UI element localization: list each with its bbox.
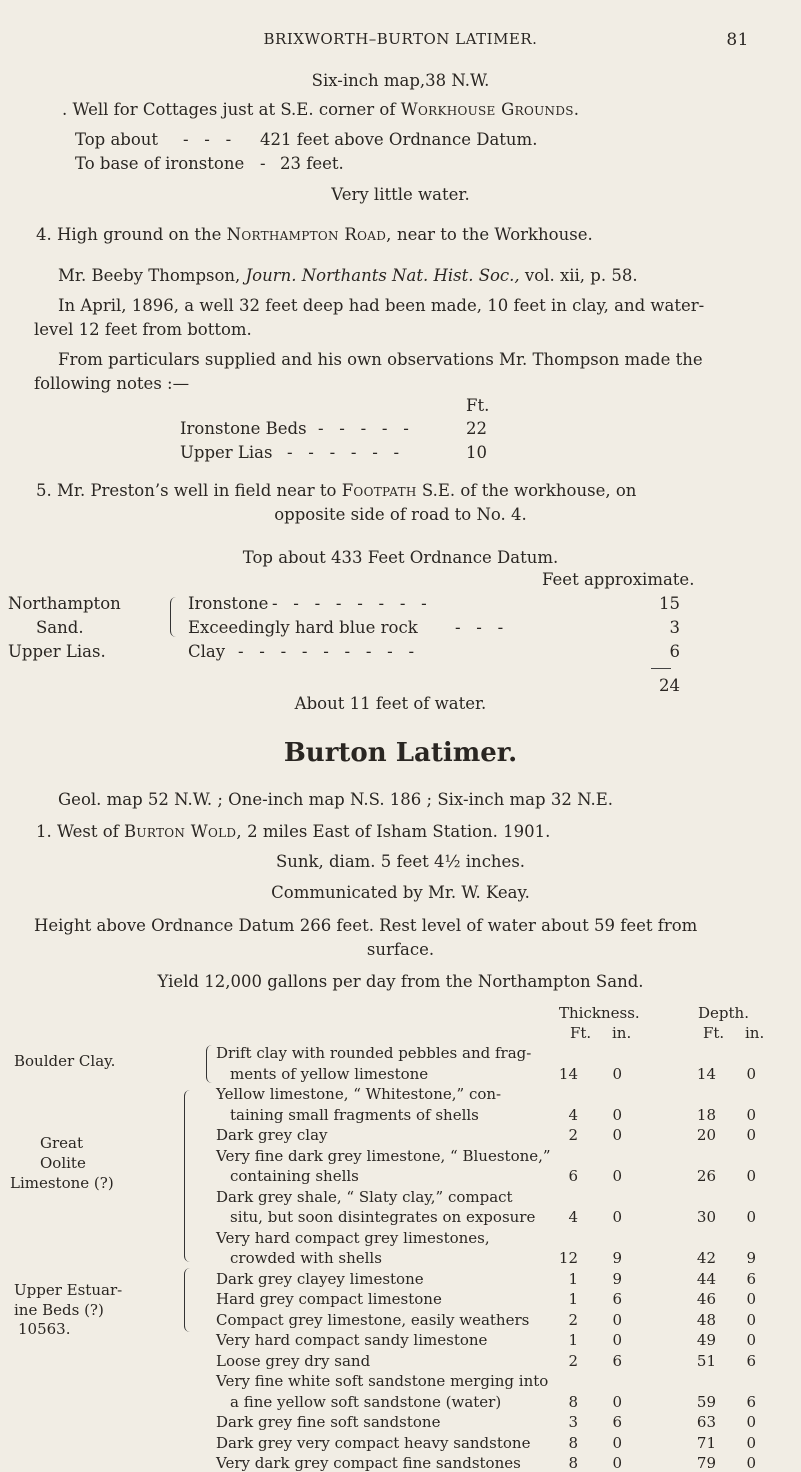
- stratum-row-7-line-1: Dark grey clayey limestone: [216, 1269, 424, 1288]
- well-5-heading-line2: opposite side of road to No. 4.: [274, 505, 527, 524]
- stratum-row-4-th-in: 0: [612, 1167, 622, 1185]
- stratum-row-7-d-ft: 44: [696, 1269, 716, 1288]
- stratum-row-13-d-in: 0: [746, 1413, 756, 1431]
- well-4-para1-line1: In April, 1896, a well 32 feet deep had been made, 10 feet in clay, and water-: [58, 296, 705, 315]
- stratum-row-7-th-ft: 1: [568, 1269, 578, 1288]
- well-5-row-1-value: 15: [659, 594, 680, 613]
- burton-well-1-heading: 1. West of Burton Wold, 2 miles East of Isham Station. 1901.: [36, 822, 551, 841]
- well-3-top-value: 421 feet above Ordnance Datum.: [260, 130, 538, 149]
- stratum-row-1-th-in: 0: [612, 1064, 622, 1083]
- well-5-row-2-dashes: - - -: [455, 618, 504, 637]
- stratum-row-6-d-ft: 42: [696, 1249, 716, 1267]
- stratum-group-great-oolite-1: Great: [40, 1134, 84, 1152]
- stratum-row-14-th-in: 0: [612, 1433, 622, 1452]
- well-5-unit: Feet approximate.: [542, 570, 695, 589]
- running-head-title: BRIXWORTH–BURTON LATIMER.: [263, 30, 538, 48]
- stratum-row-2-th-in: 0: [612, 1105, 622, 1124]
- well-5-row-3-dashes: - - - - - - - - -: [238, 642, 415, 661]
- well-4-row-1-value: 22: [466, 419, 487, 438]
- stratum-row-11-th-ft: 2: [568, 1351, 578, 1370]
- stratum-row-15-line-1: Very dark grey compact fine sandstones: [216, 1454, 521, 1472]
- stratum-row-11-line-1: Loose grey dry sand: [216, 1351, 371, 1370]
- stratum-row-1-d-ft: 14: [696, 1064, 716, 1083]
- stratum-row-9-line-1: Compact grey limestone, easily weathers: [216, 1310, 530, 1329]
- stratum-row-3-line-1: Dark grey clay: [216, 1126, 328, 1144]
- well-5-group-2: Upper Lias.: [8, 642, 106, 661]
- stratum-row-3-th-ft: 2: [568, 1126, 578, 1144]
- stratum-row-6-th-ft: 12: [558, 1249, 578, 1267]
- stratum-row-13-d-ft: 63: [696, 1413, 716, 1431]
- stratum-row-4-d-ft: 26: [696, 1167, 716, 1185]
- stratum-row-8-th-in: 6: [612, 1290, 622, 1308]
- stratum-row-15-th-in: 0: [612, 1454, 622, 1472]
- well-5-water: About 11 feet of water.: [294, 694, 487, 713]
- stratum-row-12-line-2: a fine yellow soft sandstone (water): [230, 1392, 502, 1411]
- well-5-group-1-line1: Northampton: [8, 594, 121, 613]
- stratum-row-3-d-in: 0: [746, 1126, 756, 1144]
- well-4-para2-line1: From particulars supplied and his own observations Mr. Thompson made the: [58, 350, 703, 369]
- well-5-row-1-name: Ironstone: [188, 594, 269, 613]
- column-header-depth-in: in.: [745, 1024, 765, 1042]
- stratum-brace-upper-estuarine: [184, 1268, 191, 1332]
- well-4-row-1-name: Ironstone Beds: [180, 419, 307, 438]
- stratum-row-14-th-ft: 8: [568, 1433, 578, 1452]
- section-maps: Geol. map 52 N.W. ; One-inch map N.S. 186 ; Six-inch map 32 N.E.: [58, 790, 613, 809]
- stratum-group-boulder-clay: Boulder Clay.: [14, 1052, 116, 1070]
- stratum-row-5-line-2: situ, but soon disintegrates on exposure: [230, 1208, 536, 1226]
- stratum-group-great-oolite-3: Limestone (?): [10, 1174, 114, 1192]
- well-5-row-3-name: Clay: [188, 642, 226, 661]
- stratum-row-12-th-ft: 8: [568, 1392, 578, 1411]
- well-5-total-rule: [651, 668, 671, 669]
- well-4-row-1-dashes: - - - - -: [318, 419, 409, 438]
- stratum-row-12-line-1: Very fine white soft sandstone merging into: [216, 1372, 549, 1390]
- stratum-row-13-th-ft: 3: [568, 1413, 578, 1431]
- stratum-row-8-th-ft: 1: [568, 1290, 578, 1308]
- stratum-row-11-th-in: 6: [612, 1351, 622, 1370]
- column-header-depth: Depth.: [698, 1004, 749, 1022]
- stratum-brace-boulder-clay: [206, 1045, 213, 1083]
- stratum-row-14-line-1: Dark grey very compact heavy sandstone: [216, 1433, 531, 1452]
- stratum-row-10-th-in: 0: [612, 1331, 622, 1349]
- stratum-row-15-d-in: 0: [746, 1454, 756, 1472]
- stratum-row-2-th-ft: 4: [568, 1105, 578, 1124]
- map-reference: Six-inch map,38 N.W.: [311, 71, 490, 90]
- stratum-row-2-line-2: taining small fragments of shells: [230, 1105, 479, 1124]
- well-5-row-2-name: Exceedingly hard blue rock: [188, 618, 418, 637]
- stratum-row-10-line-1: Very hard compact sandy limestone: [216, 1331, 488, 1349]
- stratum-row-9-d-in: 0: [746, 1310, 756, 1329]
- burton-well-1-yield: Yield 12,000 gallons per day from the Northampton Sand.: [157, 972, 644, 991]
- well-5-row-2-value: 3: [669, 618, 680, 637]
- stratum-row-11-d-ft: 51: [696, 1351, 716, 1370]
- well-4-para1-line2: level 12 feet from bottom.: [34, 320, 252, 339]
- stratum-row-7-d-in: 6: [746, 1269, 756, 1288]
- stratum-row-12-d-in: 6: [746, 1392, 756, 1411]
- well-3-dashes-1: - - -: [183, 130, 232, 149]
- well-3-top-label: Top about: [75, 130, 159, 149]
- well-4-row-2-name: Upper Lias: [180, 443, 273, 462]
- column-header-depth-ft: Ft.: [703, 1024, 725, 1042]
- burton-well-1-communicated: Communicated by Mr. W. Keay.: [271, 883, 530, 902]
- stratum-row-1-line-1: Drift clay with rounded pebbles and frag-: [216, 1044, 532, 1062]
- stratum-row-8-d-in: 0: [746, 1290, 756, 1308]
- well-4-para2-line2: following notes :—: [34, 374, 190, 393]
- stratum-row-15-th-ft: 8: [568, 1454, 578, 1472]
- stratum-row-12-d-ft: 59: [696, 1392, 716, 1411]
- print-code: 10563.: [18, 1320, 71, 1338]
- stratum-row-2-d-ft: 18: [696, 1105, 716, 1124]
- burton-well-1-height-line1: Height above Ordnance Datum 266 feet. Rest level of water about 59 feet from: [34, 916, 698, 935]
- column-header-thickness-ft: Ft.: [570, 1024, 592, 1042]
- well-3-base-label: To base of ironstone: [75, 154, 245, 173]
- well-4-row-2-dashes: - - - - - -: [287, 443, 400, 462]
- stratum-row-8-d-ft: 46: [696, 1290, 716, 1308]
- section-title: Burton Latimer.: [283, 738, 518, 768]
- well-3-dash-2: -: [260, 154, 266, 173]
- well-5-top: Top about 433 Feet Ordnance Datum.: [242, 548, 559, 567]
- column-header-thickness: Thickness.: [559, 1004, 640, 1022]
- stratum-row-6-d-in: 9: [746, 1249, 756, 1267]
- stratum-row-4-th-ft: 6: [568, 1167, 578, 1185]
- stratum-row-13-th-in: 6: [612, 1413, 622, 1431]
- stratum-group-upper-estuarine-2: ine Beds (?): [14, 1301, 104, 1319]
- column-header-thickness-in: in.: [612, 1024, 632, 1042]
- stratum-row-12-th-in: 0: [612, 1392, 622, 1411]
- well-3-heading: . Well for Cottages just at S.E. corner of Workhouse Grounds.: [62, 100, 580, 119]
- stratum-row-2-line-1: Yellow limestone, “ Whitestone,” con-: [216, 1085, 502, 1103]
- stratum-row-13-line-1: Dark grey fine soft sandstone: [216, 1413, 441, 1431]
- stratum-row-4-d-in: 0: [746, 1167, 756, 1185]
- stratum-row-15-d-ft: 79: [696, 1454, 716, 1472]
- stratum-brace-great-oolite: [184, 1090, 191, 1262]
- stratum-row-3-th-in: 0: [612, 1126, 622, 1144]
- stratum-row-9-th-in: 0: [612, 1310, 622, 1329]
- well-4-heading: 4. High ground on the Northampton Road, near to the Workhouse.: [36, 225, 593, 244]
- well-5-heading: 5. Mr. Preston’s well in field near to Footpath S.E. of the workhouse, on: [36, 481, 637, 500]
- stratum-row-7-th-in: 9: [612, 1269, 622, 1288]
- stratum-row-1-th-ft: 14: [558, 1064, 578, 1083]
- well-4-row-2-value: 10: [466, 443, 487, 462]
- stratum-row-1-line-2: ments of yellow limestone: [230, 1064, 429, 1083]
- stratum-row-5-d-in: 0: [746, 1208, 756, 1226]
- stratum-row-1-d-in: 0: [746, 1064, 756, 1083]
- stratum-row-14-d-ft: 71: [696, 1433, 716, 1452]
- burton-well-1-height-line2: surface.: [366, 940, 435, 959]
- well-3-water: Very little water.: [331, 185, 470, 204]
- stratum-row-6-th-in: 9: [612, 1249, 622, 1267]
- stratum-group-upper-estuarine-1: Upper Estuar-: [14, 1281, 123, 1299]
- stratum-row-10-th-ft: 1: [568, 1331, 578, 1349]
- well-4-reference: Mr. Beeby Thompson, Journ. Northants Nat. Hist. Soc., vol. xii, p. 58.: [58, 266, 638, 285]
- stratum-row-5-th-in: 0: [612, 1208, 622, 1226]
- well-3-base-value: 23 feet.: [280, 154, 344, 173]
- stratum-row-9-th-ft: 2: [568, 1310, 578, 1329]
- stratum-row-5-d-ft: 30: [696, 1208, 716, 1226]
- stratum-row-8-line-1: Hard grey compact limestone: [216, 1290, 442, 1308]
- stratum-row-4-line-1: Very fine dark grey limestone, “ Bluestone,”: [216, 1146, 551, 1165]
- well-5-group-1-brace: [170, 597, 177, 637]
- well-5-row-1-dashes: - - - - - - - -: [272, 594, 427, 613]
- page-number: 81: [726, 30, 749, 50]
- stratum-row-10-d-in: 0: [746, 1331, 756, 1349]
- stratum-row-3-d-ft: 20: [696, 1126, 716, 1144]
- stratum-row-5-th-ft: 4: [568, 1208, 578, 1226]
- well-4-unit: Ft.: [466, 396, 490, 415]
- well-5-total: 24: [659, 676, 680, 695]
- stratum-row-2-d-in: 0: [746, 1105, 756, 1124]
- well-5-row-3-value: 6: [669, 642, 680, 661]
- well-5-group-1-line2: Sand.: [36, 618, 84, 637]
- stratum-group-great-oolite-2: Oolite: [40, 1154, 86, 1172]
- burton-well-1-sunk: Sunk, diam. 5 feet 4½ inches.: [275, 852, 526, 871]
- stratum-row-5-line-1: Dark grey shale, “ Slaty clay,” compact: [216, 1187, 513, 1206]
- stratum-row-9-d-ft: 48: [696, 1310, 716, 1329]
- stratum-row-11-d-in: 6: [746, 1351, 756, 1370]
- stratum-row-6-line-2: crowded with shells: [230, 1249, 382, 1267]
- stratum-row-4-line-2: containing shells: [230, 1167, 359, 1185]
- stratum-row-10-d-ft: 49: [696, 1331, 716, 1349]
- stratum-row-14-d-in: 0: [746, 1433, 756, 1452]
- stratum-row-6-line-1: Very hard compact grey limestones,: [216, 1228, 490, 1247]
